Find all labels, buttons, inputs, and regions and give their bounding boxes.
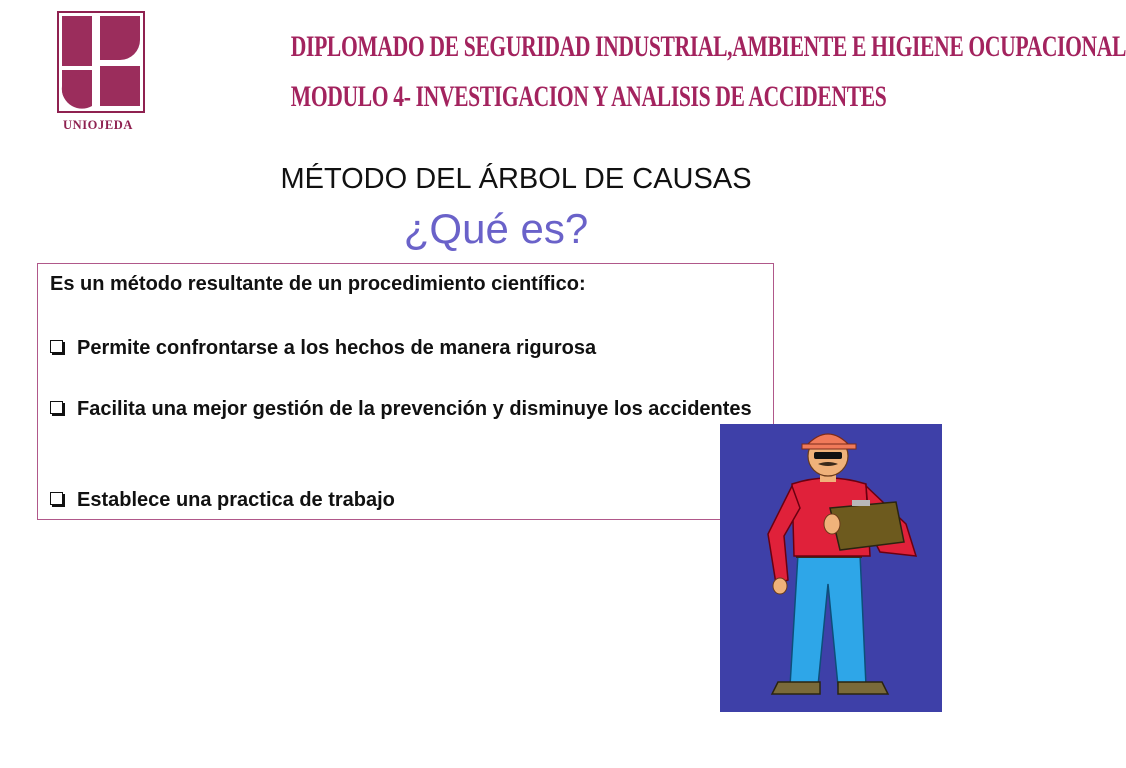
module-title: MODULO 4- INVESTIGACION Y ANALISIS DE ACCIDENTES — [290, 80, 887, 113]
logo-caption: UNIOJEDA — [62, 118, 134, 132]
bullet-text: Facilita una mejor gestión de la prevención y disminuye los accidentes — [77, 398, 752, 420]
checkbox-bullet-icon — [50, 492, 63, 505]
slide-subtitle: ¿Qué es? — [403, 205, 589, 252]
bullet-text: Establece una practica de trabajo — [77, 489, 395, 511]
content-box — [37, 263, 774, 520]
checkbox-bullet-icon — [50, 340, 63, 353]
bullet-item — [50, 485, 767, 515]
slide-title: MÉTODO DEL ÁRBOL DE CAUSAS — [280, 163, 752, 195]
bullet-text: Permite confrontarse a los hechos de manera rigurosa — [77, 337, 597, 359]
intro-text: Es un método resultante de un procedimiento científico: — [50, 273, 586, 295]
bullet-item — [50, 333, 767, 363]
uniojeda-logo — [52, 10, 150, 134]
diploma-title: DIPLOMADO DE SEGURIDAD INDUSTRIAL,AMBIENTE E HIGIENE OCUPACIONAL — [290, 30, 1126, 63]
bullet-item — [50, 394, 767, 424]
worker-illustration — [720, 424, 942, 712]
checkbox-bullet-icon — [50, 401, 63, 414]
